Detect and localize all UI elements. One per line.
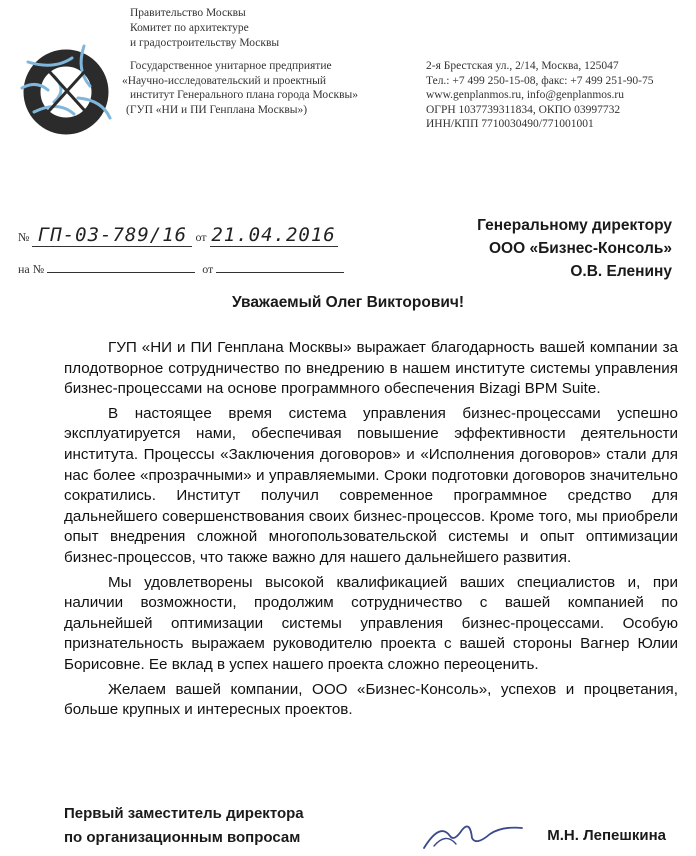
institute-contacts xyxy=(426,59,653,132)
outgoing-date: 21.04.2016 xyxy=(211,224,336,246)
signatory-name: М.Н. Лепешкина xyxy=(547,827,666,844)
addressee-company: ООО «Бизнес-Консоль» xyxy=(488,240,672,257)
handwritten-signature xyxy=(410,816,530,852)
addressee-position: Генеральному директору xyxy=(477,217,672,234)
contact-line: ИНН/КПП 7710030490/771001001 xyxy=(426,118,594,131)
body-paragraph: Мы удовлетворены высокой квалификацией ваших специалистов и, при наличии возможности, продолжим сотрудничество с вашей компанией по дальнейшей оптимизации системы управления бизнес-процессами. Особую признательность выражаем руководителю проекта с вашей стороны Вагнер Юлии Борисовне. Ее вклад в успех нашего проекта сложно переоценить. xyxy=(64,573,678,673)
body-paragraph: ГУП «НИ и ПИ Генплана Москвы» выражает благодарность вашей компании за плодотворное сотрудничество по внедрению в нашем институте системы управления бизнес-процессами на основе программного обеспечения Bizagi BPM Suite. xyxy=(64,339,678,398)
gov-line: и градостроительству Москвы xyxy=(130,37,280,49)
reply-date-label: от xyxy=(202,262,214,276)
date-label: от xyxy=(195,230,207,244)
reply-date-line xyxy=(216,262,344,273)
institute-line: (ГУП «НИ и ПИ Генплана Москвы») xyxy=(126,103,308,116)
outgoing-number: ГП-03-789/16 xyxy=(32,224,192,247)
outgoing-registration xyxy=(18,224,338,247)
salutation: Уважаемый Олег Викторович! xyxy=(231,294,465,311)
reply-number-line xyxy=(47,262,195,273)
reply-registration xyxy=(18,262,344,277)
signatory-title xyxy=(64,802,304,850)
institute-line: Государственное унитарное предприятие xyxy=(130,60,332,72)
government-heading xyxy=(130,6,279,51)
letter-body xyxy=(64,338,678,725)
contact-line: Тел.: +7 499 250-15-08, факс: +7 499 251-90-75 xyxy=(426,74,654,87)
reply-number-label: на № xyxy=(18,262,45,276)
institute-line: «Научно-исследовательский и проектный xyxy=(122,74,326,87)
body-paragraph: В настоящее время система управления бизнес-процессами успешно эксплуатируется нами, обеспечивая повышение эффективности деятельности института. Процессы «Заключения договоров» и «Исполнения договоров» стали для нас более «прозрачными» и управляемыми. Сроки подготовки договоров значительно сократились. Институт получил современное программное средство для дальнейшего совершенствования своих бизнес-процессов. Кроме того, мы приобрели опыт внедрения сложной многопользовательской системы и опыт оптимизации бизнес-процессов, что также важно для нашего дальнейшего развития. xyxy=(64,404,678,566)
signatory-title-line: Первый заместитель директора xyxy=(64,805,304,822)
gov-line: Комитет по архитектуре xyxy=(130,22,249,34)
signatory-title-line: по организационным вопросам xyxy=(64,829,301,846)
institute-name xyxy=(122,59,358,117)
institute-line: институт Генерального плана города Москвы» xyxy=(130,89,359,102)
contact-line: 2-я Брестская ул., 2/14, Москва, 125047 xyxy=(426,60,619,72)
contact-line: www.genplanmos.ru, info@genplanmos.ru xyxy=(426,89,624,102)
contact-line: ОГРН 1037739311834, ОКПО 03997732 xyxy=(426,103,621,116)
body-paragraph: Желаем вашей компании, ООО «Бизнес-Консоль», успехов и процветания, больше крупных и интересных проектов. xyxy=(64,680,678,719)
addressee-name: О.В. Еленину xyxy=(570,263,672,280)
addressee-block xyxy=(477,214,672,283)
institute-logo xyxy=(14,40,122,148)
number-label: № xyxy=(18,230,30,244)
gov-line: Правительство Москвы xyxy=(130,7,246,19)
